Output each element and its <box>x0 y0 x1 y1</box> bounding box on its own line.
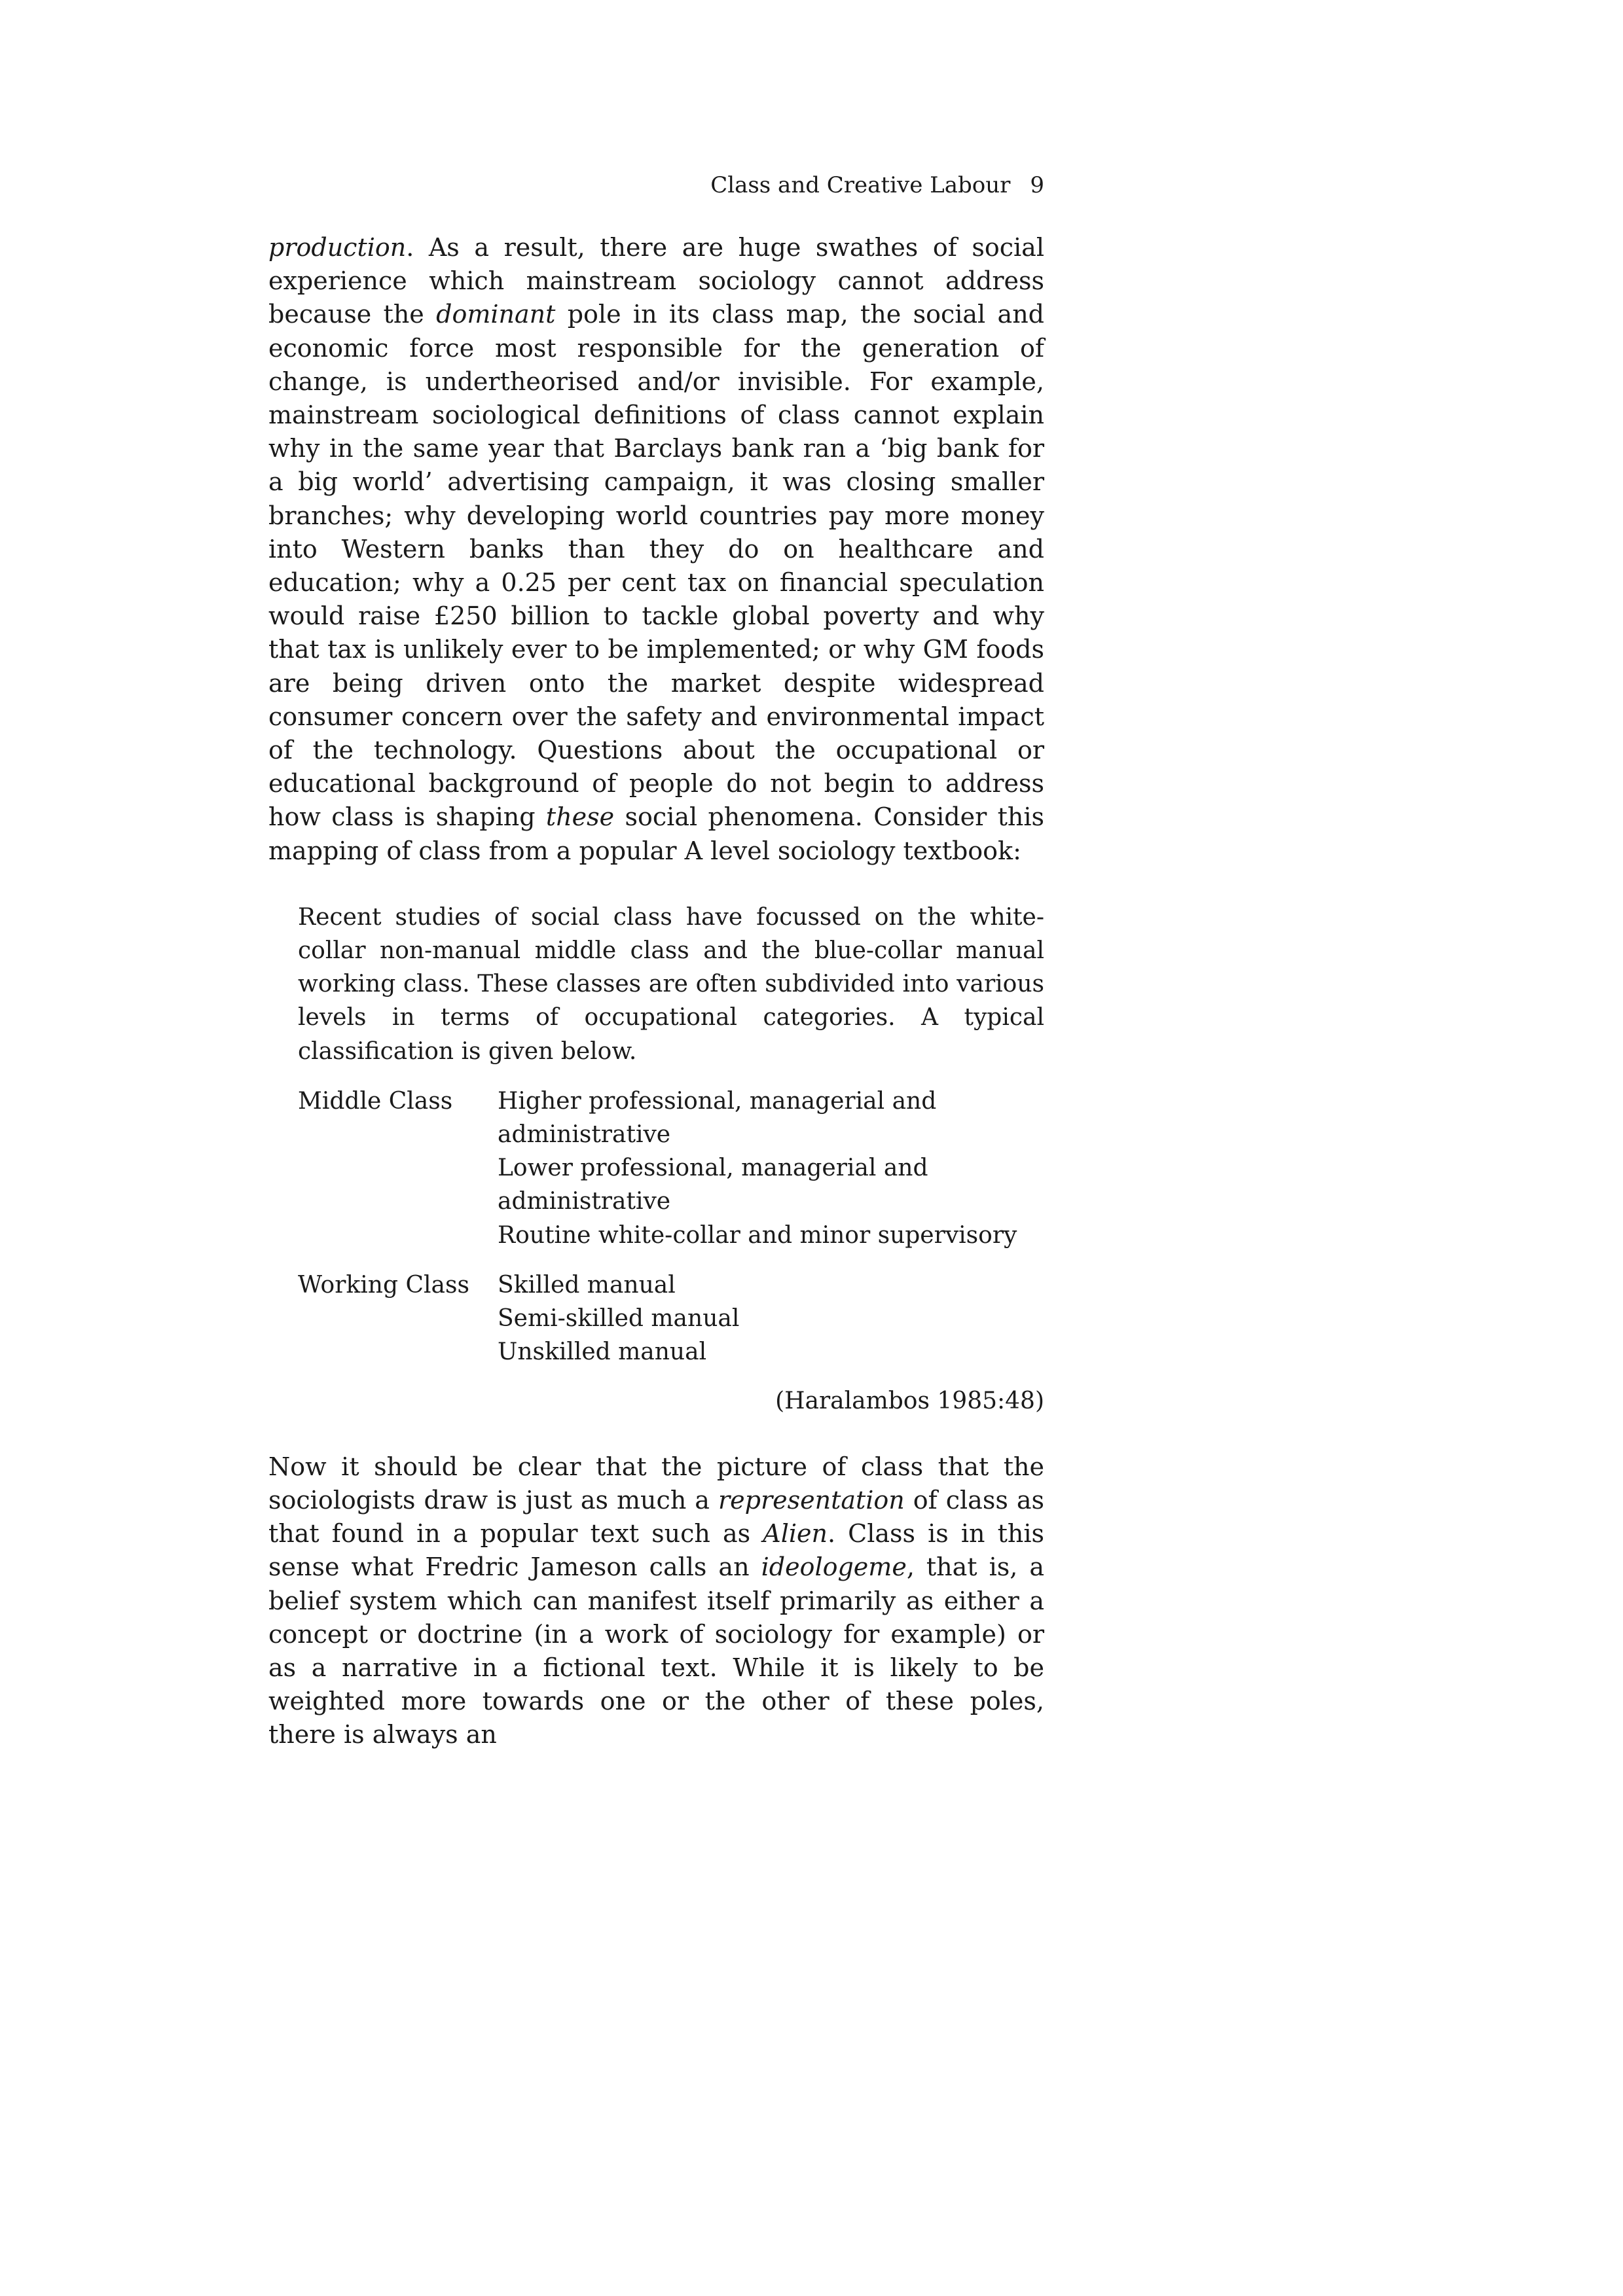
paragraph-1 <box>268 231 1044 868</box>
paragraph-2 <box>268 1450 1044 1752</box>
class-level: Semi-skilled manual <box>498 1305 740 1333</box>
class-group-middle <box>298 1085 1044 1252</box>
emphasis-ideologeme: ideologeme <box>761 1552 907 1582</box>
paragraph-2-text-d: , that is, a belief system which can manifest itself primarily as either a concept or doctrine (in a work of sociology for example) or as a narrative in a fictional text. While it is likely to be weighted more towards one or the other of these poles, there is always an <box>268 1552 1045 1749</box>
quote-citation: (Haralambos 1985:48) <box>775 1387 1044 1414</box>
class-level: Routine white-collar and minor supervisory <box>498 1221 1017 1249</box>
class-level: Higher professional, managerial and administrative <box>498 1087 937 1149</box>
emphasis-production: production <box>268 233 407 262</box>
class-levels <box>498 1085 1044 1252</box>
block-quote <box>298 901 1044 1418</box>
paragraph-1-text-b: pole in its class map, the social and economic force most responsible for the generation of change, is undertheorised and/or invisible. For example, mainstream sociological definitions of class cannot explain why in the same year that Barclays bank ran a ‘big bank for a big world’ advertising campaign, it was closing smaller branches; why developing world countries pay more money into Western banks than they do on healthcare and education; why a 0.25 per cent tax on financial speculation would raise £250 billion to tackle global poverty and why that tax is unlikely ever to be implemented; or why GM foods are being driven onto the market despite widespread consumer concern over the safety and environmental impact of the technology. Questions about the occupational or educational background of people do not begin to address how class is shaping <box>268 300 1044 832</box>
running-head-title: Class and Creative Labour <box>710 172 1011 198</box>
class-label: Middle Class <box>298 1087 453 1115</box>
class-level: Lower professional, managerial and administrative <box>498 1155 928 1215</box>
class-group-working <box>298 1268 1044 1369</box>
emphasis-dominant: dominant <box>436 300 556 329</box>
page-number: 9 <box>1030 172 1044 198</box>
paragraph-2-text-b: of class as that found in a popular text such as <box>268 1485 1044 1549</box>
paragraph-2-text-a: Now it should be clear that the picture of class that the sociologists draw is just as much a <box>268 1452 1044 1515</box>
paragraph-1-text-a: . As a result, there are huge swathes of social experience which mainstream sociology cannot address because the <box>268 233 1044 329</box>
class-label: Working Class <box>298 1271 469 1299</box>
class-level: Unskilled manual <box>498 1338 707 1366</box>
class-level: Skilled manual <box>498 1271 676 1299</box>
paragraph-1-text-c: social phenomena. Consider this mapping of class from a popular A level sociology textbook: <box>268 802 1044 865</box>
emphasis-these: these <box>545 802 615 832</box>
quote-paragraph: Recent studies of social class have focussed on the white-collar non-manual middle class and the blue-collar manual working class. These classes are often subdivided into various levels in terms of occupational categories. A typical classification is given below. <box>298 903 1044 1065</box>
class-levels <box>498 1268 1044 1369</box>
paragraph-2-text-c: . Class is in this sense what Fredric Jameson calls an <box>268 1519 1044 1582</box>
emphasis-alien: Alien <box>763 1519 828 1549</box>
running-head <box>268 169 1044 202</box>
book-page <box>268 169 1044 1752</box>
emphasis-representation: representation <box>718 1485 905 1515</box>
